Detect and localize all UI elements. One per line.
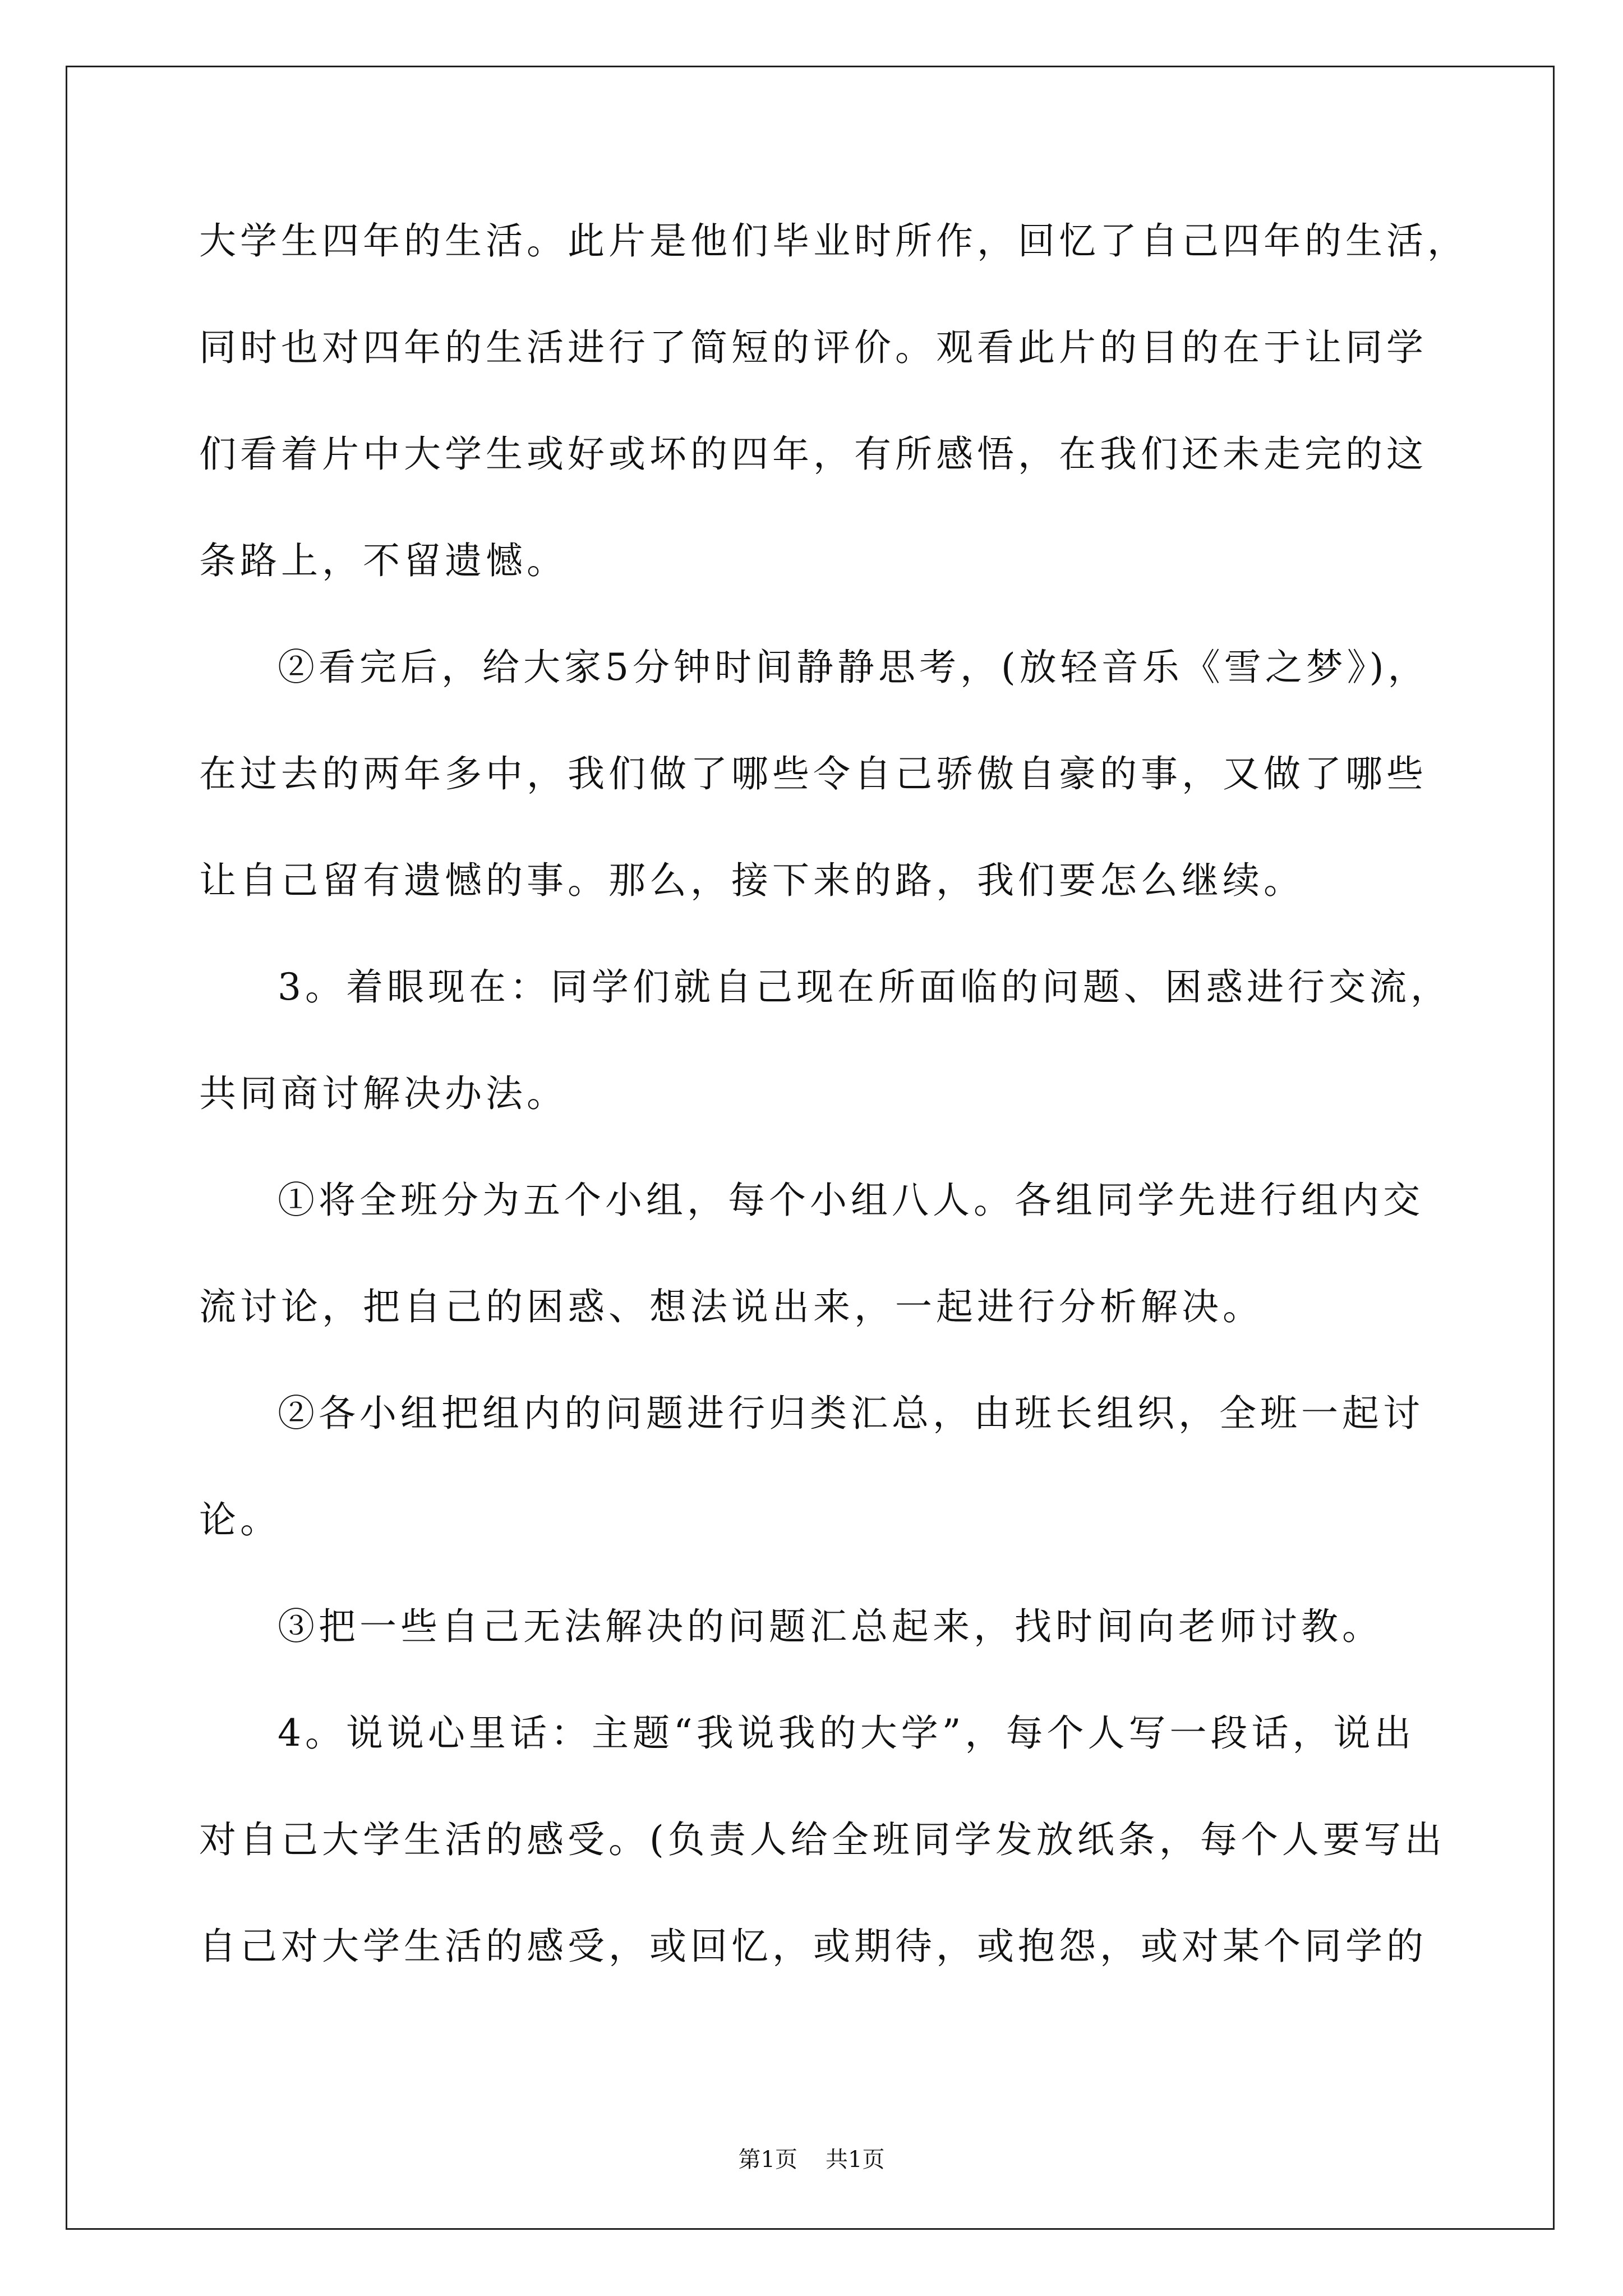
- body-line: 条路上，不留遗憾。: [199, 539, 568, 582]
- body-line: 对自己大学生活的感受。(负责人给全班同学发放纸条，每个人要写出: [199, 1818, 1446, 1861]
- body-line: 3。着眼现在：同学们就自己现在所面临的问题、困惑进行交流，: [278, 965, 1451, 1009]
- body-line: 大学生四年的生活。此片是他们毕业时所作，回忆了自己四年的生活，: [199, 219, 1468, 263]
- body-line: 共同商讨解决办法。: [199, 1072, 568, 1115]
- body-line: 自己对大学生活的感受，或回忆，或期待，或抱怨，或对某个同学的: [199, 1925, 1427, 1968]
- body-line: ②各小组把组内的问题进行归类汇总，由班长组织，全班一起讨: [278, 1392, 1424, 1435]
- body-line: 们看着片中大学生或好或坏的四年，有所感悟，在我们还未走完的这: [199, 432, 1427, 476]
- body-line: 同时也对四年的生活进行了简短的评价。观看此片的目的在于让同学: [199, 326, 1427, 369]
- body-line: ③把一些自己无法解决的问题汇总起来，找时间向老师讨教。: [278, 1605, 1383, 1648]
- page-number-total: 共1页: [826, 2147, 885, 2173]
- body-line: ①将全班分为五个小组，每个小组八人。各组同学先进行组内交: [278, 1179, 1424, 1222]
- page-footer: [0, 2143, 1623, 2177]
- body-line: 在过去的两年多中，我们做了哪些令自己骄傲自豪的事，又做了哪些: [199, 752, 1427, 795]
- body-line: 论。: [199, 1498, 281, 1542]
- page-border: [66, 66, 1555, 2230]
- body-line: ②看完后，给大家5分钟时间静静思考，(放轻音乐《雪之梦》)，: [278, 646, 1429, 689]
- page-number-current: 第1页: [738, 2147, 797, 2173]
- body-line: 4。说说心里话：主题“我说我的大学”，每个人写一段话，说出: [278, 1711, 1415, 1755]
- body-line: 让自己留有遗憾的事。那么，接下来的路，我们要怎么继续。: [199, 859, 1304, 902]
- body-line: 流讨论，把自己的困惑、想法说出来，一起进行分析解决。: [199, 1285, 1264, 1328]
